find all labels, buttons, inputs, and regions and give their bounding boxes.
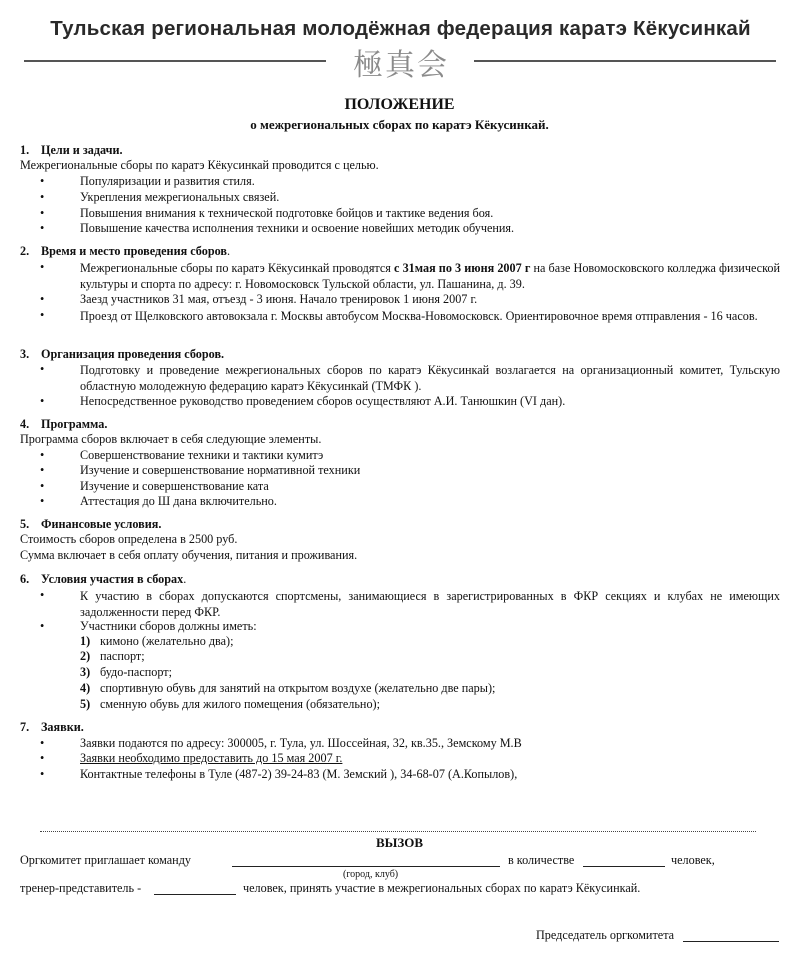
bullet: • — [40, 619, 45, 633]
numbered-item: сменную обувь для жилого помещения (обязательно); — [100, 697, 380, 711]
quantity-blank-field[interactable] — [583, 866, 665, 867]
bullet: • — [40, 767, 45, 781]
list-item-deadline: Заявки необходимо предоставить до 15 мая 2007 г. — [80, 751, 343, 765]
section-3-heading — [20, 347, 224, 362]
numbered-index: 3) — [80, 665, 91, 679]
team-blank-field[interactable] — [232, 866, 500, 867]
section-1-intro: Межрегиональные сборы по каратэ Кёкусинкай проводится с целью. — [20, 158, 379, 172]
list-item-address: Заявки подаются по адресу: 300005, г. Тула, ул. Шоссейная, 32, кв.35., Земскому М.В — [80, 736, 522, 750]
form-label-coach: тренер-представитель - — [20, 881, 142, 895]
form-label-invites-team: Оргкомитет приглашает команду — [20, 853, 192, 867]
cut-line — [40, 831, 756, 832]
bullet: • — [40, 494, 45, 508]
section-4-intro: Программа сборов включает в себя следующие элементы. — [20, 432, 322, 446]
numbered-index: 4) — [80, 681, 91, 695]
bullet: • — [40, 588, 45, 602]
section-number: 7. — [20, 720, 30, 734]
bullet: • — [40, 190, 45, 204]
list-item: Подготовку и проведение межрегиональных сборов по каратэ Кёкусинкай возлагается на организационный комитет, Тульскую областную молодежную федерацию каратэ Кёкусинкай (ТМФК ). — [80, 363, 780, 393]
form-label-people: человек, — [671, 853, 715, 867]
section-title: Цели и задачи. — [41, 143, 123, 157]
item-text: Межрегиональные сборы по каратэ Кёкусинкай проводятся — [80, 261, 395, 275]
bullet: • — [40, 448, 45, 462]
chairman-signature-label: Председатель оргкомитета — [536, 928, 675, 942]
list-item: Заезд участников 31 мая, отъезд - 3 июня. Начало тренировок 1 июня 2007 г. — [80, 292, 478, 306]
section-number: 5. — [20, 517, 30, 531]
team-field-hint: (город, клуб) — [343, 869, 399, 880]
list-item: Повышение качества исполнения техники и освоение новейших методик обучения. — [80, 221, 515, 235]
bullet: • — [40, 260, 45, 274]
list-item: Аттестация до Ш дана включительно. — [80, 494, 277, 508]
list-item: Непосредственное руководство проведением сборов осуществляют А.И. Танюшкин (VI дан). — [80, 394, 566, 408]
coach-count-blank-field[interactable] — [154, 894, 236, 895]
bullet: • — [40, 206, 45, 220]
price-line: Стоимость сборов определена в 2500 руб. — [20, 532, 238, 546]
form-label-participation: человек, принять участие в межрегиональных сборах по каратэ Кёкусинкай. — [243, 881, 641, 895]
bullet: • — [40, 736, 45, 750]
bullet: • — [40, 394, 45, 408]
federation-header: Тульская региональная молодёжная федерация каратэ Кёкусинкай — [50, 17, 751, 40]
kyokushinkai-kanji-logo: 極真会 — [353, 48, 449, 83]
section-number: 6. — [20, 572, 30, 586]
section-title: Финансовые условия. — [41, 517, 162, 531]
list-item: Изучение и совершенствование ката — [80, 479, 269, 493]
invitation-heading: ВЫЗОВ — [375, 835, 424, 850]
section-number: 3. — [20, 347, 30, 361]
numbered-index: 5) — [80, 697, 91, 711]
section-number: 4. — [20, 417, 30, 431]
header-rule-left — [24, 60, 326, 62]
bullet: • — [40, 479, 45, 493]
list-item: К участию в сборах допускаются спортсмены, занимающиеся в зарегистрированных в ФКР секциях и клубах не имеющих задолженности перед ФКР. — [80, 589, 780, 619]
section-1-heading — [20, 143, 123, 158]
section-number: 1. — [20, 143, 30, 157]
numbered-index: 1) — [80, 634, 91, 648]
form-label-quantity: в количестве — [508, 853, 575, 867]
numbered-index: 2) — [80, 649, 91, 663]
bullet: • — [40, 751, 45, 765]
section-6-heading — [20, 572, 186, 587]
bullet: • — [40, 463, 45, 477]
document-title: ПОЛОЖЕНИЕ — [344, 96, 455, 113]
header-rule-right — [474, 60, 776, 62]
section-number: 2. — [20, 244, 30, 258]
signature-blank-field[interactable] — [683, 941, 779, 942]
section-2-heading — [20, 244, 230, 259]
section-title: Заявки. — [41, 720, 84, 734]
list-item: Участники сборов должны иметь: — [80, 619, 257, 633]
dates-highlight: с 31мая по 3 июня 2007 г — [394, 261, 531, 275]
section-title: Условия участия в сборах — [41, 572, 184, 586]
bullet: • — [40, 221, 45, 235]
price-includes-line: Сумма включает в себя оплату обучения, питания и проживания. — [20, 548, 358, 562]
section-title-period: . — [226, 244, 231, 258]
bullet: • — [40, 292, 45, 306]
list-item: Совершенствование техники и тактики кумитэ — [80, 448, 324, 462]
bullet: • — [40, 308, 45, 322]
item-text: на базе Новомосковского колледжа физической культуры и спорта по адресу: г. Новомосковск Тульской области, ул. Пашанина, д. 39. — [80, 261, 780, 291]
numbered-item: спортивную обувь для занятий на открытом воздухе (желательно две пары); — [100, 681, 496, 695]
bullet: • — [40, 174, 45, 188]
list-item: Повышения внимания к технической подготовке бойцов и тактике ведения боя. — [80, 206, 494, 220]
numbered-item: кимоно (желательно два); — [100, 634, 234, 648]
section-title: Программа. — [41, 417, 108, 431]
list-item: Проезд от Щелковского автовокзала г. Москвы автобусом Москва-Новомосковск. Ориентировочное время отправления - 16 часов. — [80, 309, 758, 323]
section-4-heading — [20, 417, 107, 432]
list-item: Изучение и совершенствование нормативной техники — [80, 463, 361, 477]
section-title: Организация проведения сборов. — [41, 347, 225, 361]
section-title-period: . — [183, 572, 187, 586]
list-item: Популяризации и развития стиля. — [80, 174, 255, 188]
numbered-item: будо-паспорт; — [100, 665, 173, 679]
numbered-item: паспорт; — [100, 649, 145, 663]
section-7-heading — [20, 720, 84, 735]
list-item: Укрепления межрегиональных связей. — [80, 190, 280, 204]
document-subtitle: о межрегиональных сборах по каратэ Кёкусинкай. — [250, 117, 549, 132]
list-item-dates-venue — [80, 260, 780, 292]
section-title: Время и место проведения сборов — [41, 244, 227, 258]
section-5-heading — [20, 517, 161, 532]
bullet: • — [40, 362, 45, 376]
list-item-phones: Контактные телефоны в Туле (487-2) 39-24-83 (М. Земский ), 34-68-07 (А.Копылов), — [80, 767, 518, 781]
